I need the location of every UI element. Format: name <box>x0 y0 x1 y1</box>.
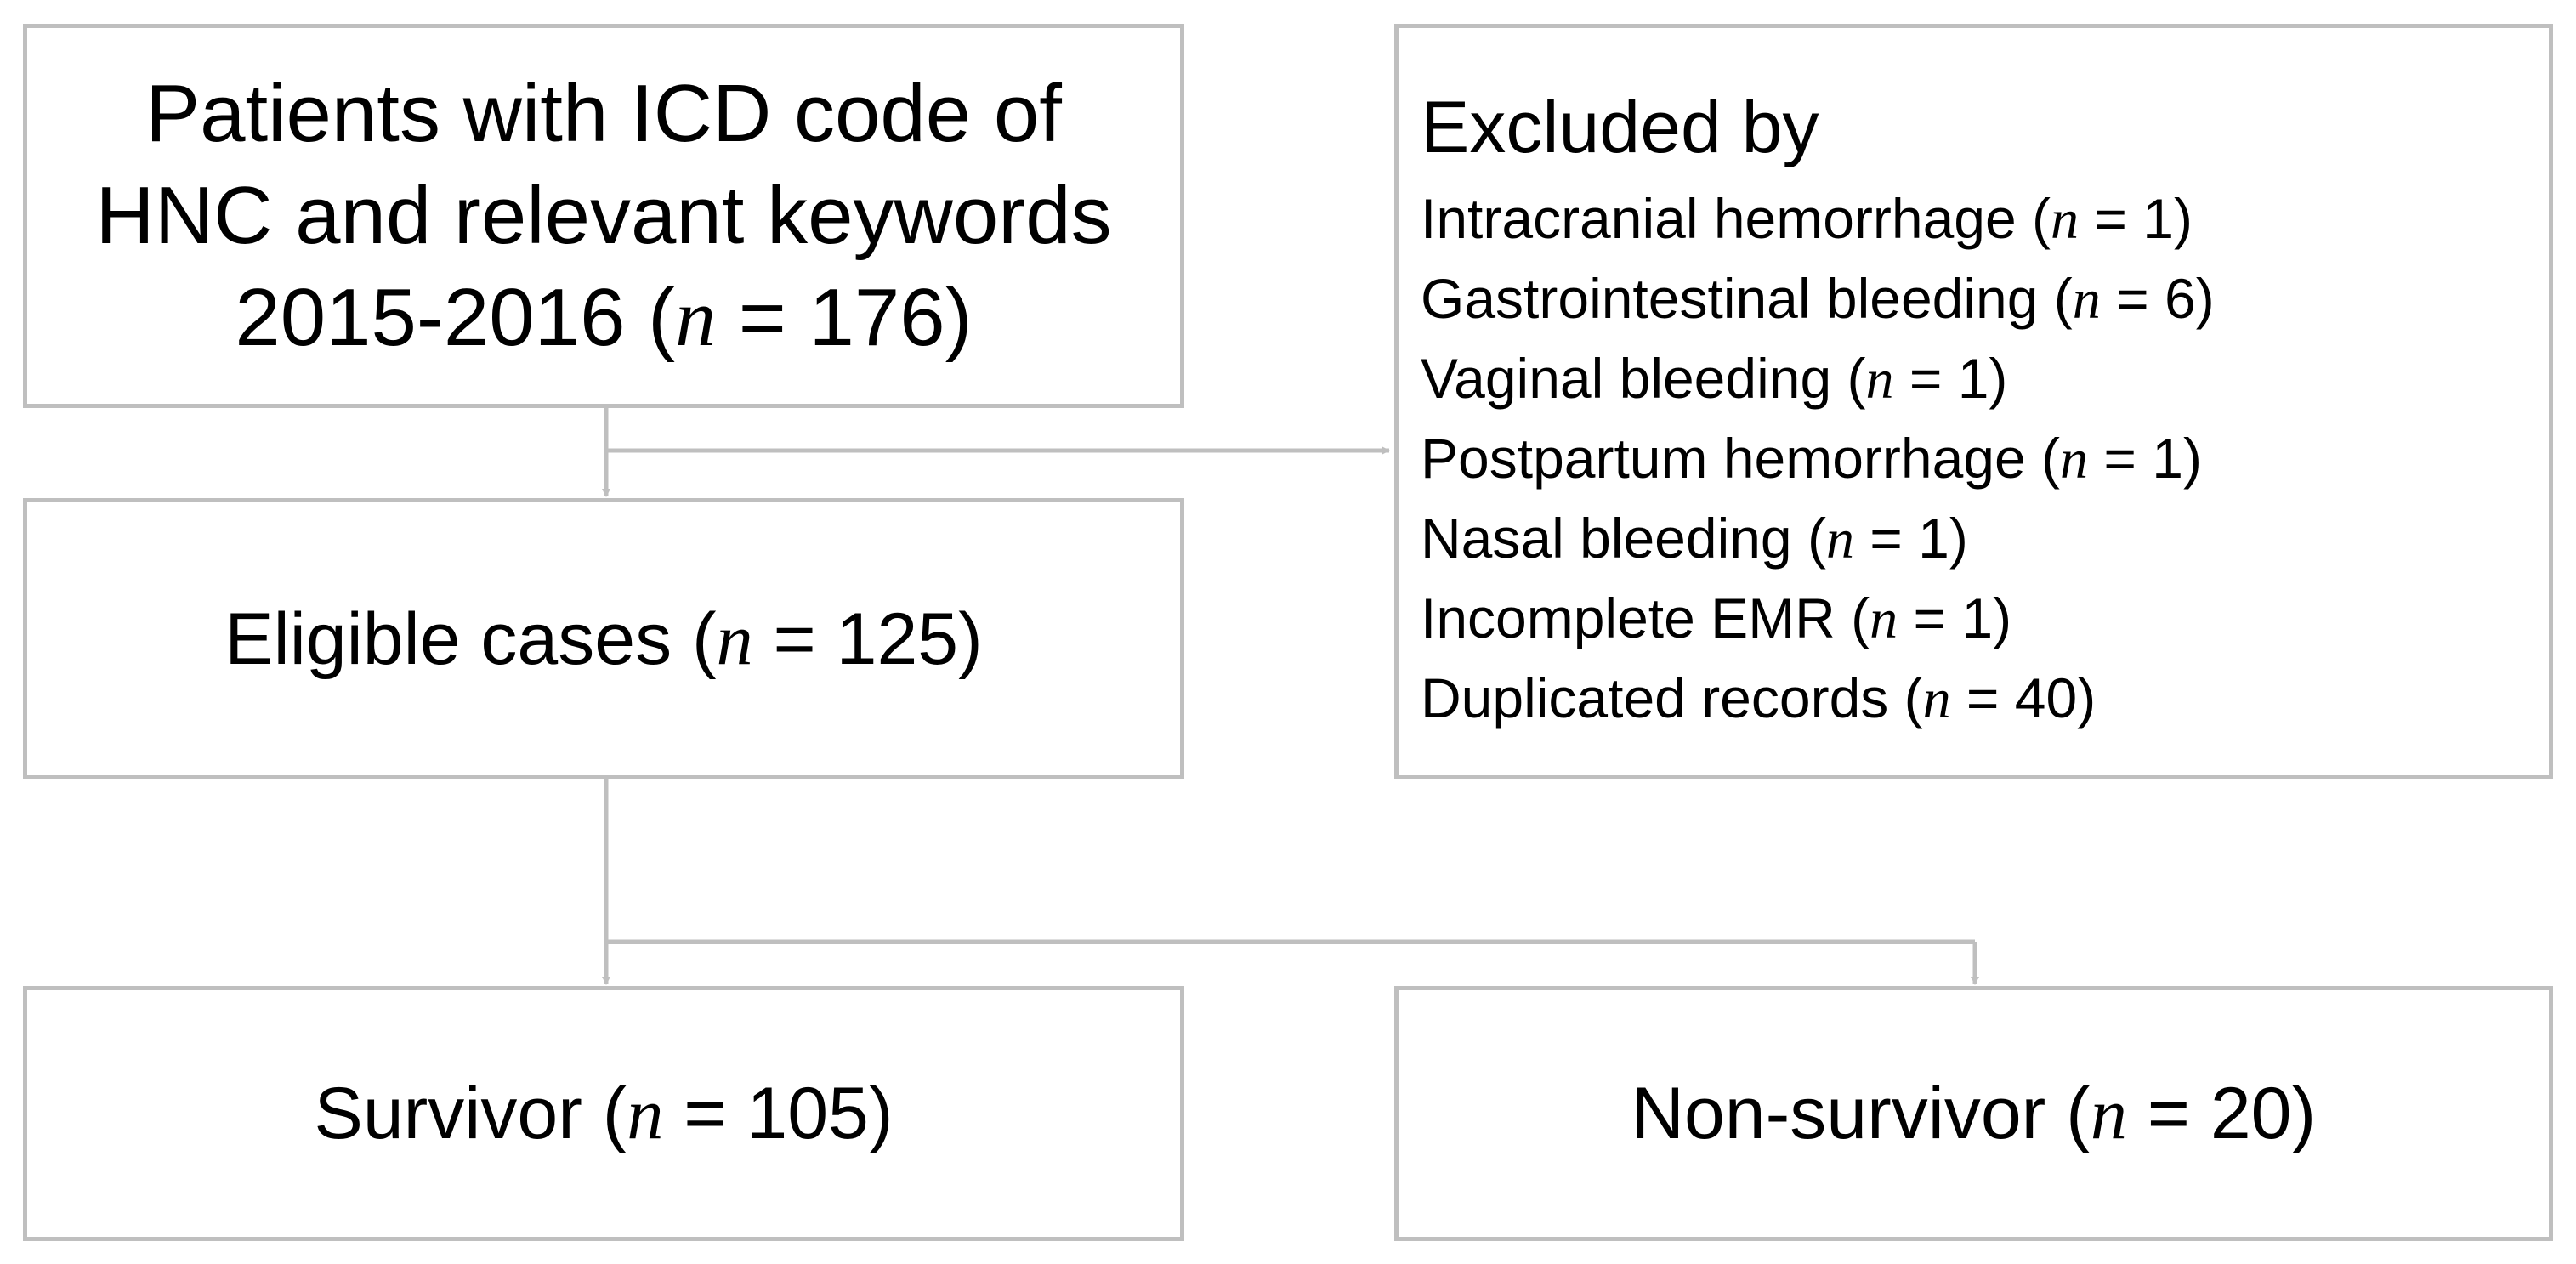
excluded-item-count: = 1) <box>1898 587 2012 649</box>
n-symbol: n <box>675 272 717 363</box>
n-symbol: n <box>2051 189 2080 251</box>
excluded-item-count: = 6) <box>2100 267 2215 330</box>
eligible-prefix: Eligible cases ( <box>224 598 717 680</box>
n-symbol: n <box>1870 588 1898 650</box>
non-survivor-label <box>1631 1069 2316 1158</box>
excluded-item <box>1421 259 2549 339</box>
excluded-item <box>1421 339 2549 419</box>
initial-line-2: HNC and relevant keywords <box>95 170 1112 261</box>
initial-line-3 <box>235 267 972 369</box>
eligible-cases-label <box>224 595 983 683</box>
survivor-prefix: Survivor ( <box>314 1073 627 1154</box>
non-survivor-prefix: Non-survivor ( <box>1631 1073 2091 1154</box>
non-survivor-count: = 20) <box>2126 1073 2317 1154</box>
excluded-item-label: Incomplete EMR ( <box>1421 587 1870 649</box>
survivor-count: = 105) <box>663 1073 894 1154</box>
initial-line-3-prefix: 2015-2016 ( <box>235 272 676 363</box>
n-symbol: n <box>716 598 753 680</box>
survivor-box <box>23 986 1184 1241</box>
excluded-item-label: Vaginal bleeding ( <box>1421 347 1866 410</box>
initial-count: = 176) <box>716 272 973 363</box>
excluded-item-count: = 1) <box>1853 507 1968 570</box>
excluded-item-count: = 40) <box>1950 666 2097 729</box>
excluded-list <box>1421 179 2549 739</box>
excluded-item <box>1421 179 2549 259</box>
n-symbol: n <box>2072 269 2101 331</box>
excluded-item-count: = 1) <box>1893 347 2008 410</box>
excluded-item-label: Postpartum hemorrhage ( <box>1421 427 2061 490</box>
survivor-label <box>314 1069 893 1158</box>
excluded-item <box>1421 419 2549 499</box>
excluded-item-count: = 1) <box>2079 187 2193 250</box>
excluded-item <box>1421 659 2549 739</box>
eligible-cases-box <box>23 498 1184 779</box>
excluded-item-count: = 1) <box>2088 427 2202 490</box>
excluded-item-label: Nasal bleeding ( <box>1421 507 1826 570</box>
n-symbol: n <box>2090 1073 2127 1154</box>
non-survivor-box <box>1394 986 2553 1241</box>
n-symbol: n <box>1825 508 1854 570</box>
n-symbol: n <box>1865 349 1894 411</box>
n-symbol: n <box>2060 428 2089 490</box>
initial-line-1: Patients with ICD code of <box>145 68 1062 159</box>
excluded-title: Excluded by <box>1421 87 1819 168</box>
excluded-item <box>1421 499 2549 579</box>
excluded-item <box>1421 579 2549 659</box>
n-symbol: n <box>627 1073 664 1154</box>
initial-patients-box <box>23 24 1184 408</box>
eligible-count: = 125) <box>752 598 983 680</box>
excluded-item-label: Gastrointestinal bleeding ( <box>1421 267 2073 330</box>
excluded-item-label: Duplicated records ( <box>1421 666 1923 729</box>
excluded-box <box>1394 24 2553 779</box>
n-symbol: n <box>1922 668 1951 730</box>
excluded-item-label: Intracranial hemorrhage ( <box>1421 187 2051 250</box>
